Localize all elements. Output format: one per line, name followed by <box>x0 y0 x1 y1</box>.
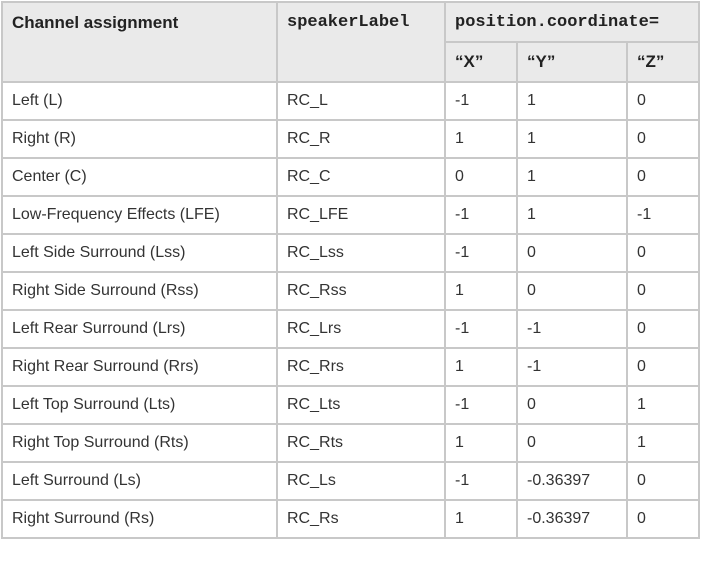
cell-z: 0 <box>627 462 699 500</box>
cell-channel: Left Rear Surround (Lrs) <box>2 310 277 348</box>
cell-channel: Right Surround (Rs) <box>2 500 277 538</box>
cell-z: 0 <box>627 158 699 196</box>
cell-z: 0 <box>627 234 699 272</box>
header-x: “X” <box>445 42 517 82</box>
cell-channel: Left Side Surround (Lss) <box>2 234 277 272</box>
header-channel-assignment: Channel assignment <box>2 2 277 82</box>
table-row <box>2 120 699 158</box>
cell-y: 0 <box>517 272 627 310</box>
cell-speaker-label: RC_LFE <box>277 196 445 234</box>
cell-x: -1 <box>445 234 517 272</box>
cell-speaker-label: RC_Lts <box>277 386 445 424</box>
cell-channel: Center (C) <box>2 158 277 196</box>
cell-z: 1 <box>627 424 699 462</box>
table-header <box>2 2 699 82</box>
cell-x: 1 <box>445 424 517 462</box>
cell-x: 1 <box>445 500 517 538</box>
cell-y: 1 <box>517 82 627 120</box>
cell-y: -0.36397 <box>517 500 627 538</box>
cell-y: 0 <box>517 424 627 462</box>
cell-channel: Left (L) <box>2 82 277 120</box>
cell-x: -1 <box>445 462 517 500</box>
cell-speaker-label: RC_Rs <box>277 500 445 538</box>
cell-speaker-label: RC_Lrs <box>277 310 445 348</box>
cell-speaker-label: RC_Rss <box>277 272 445 310</box>
header-z: “Z” <box>627 42 699 82</box>
cell-z: 0 <box>627 272 699 310</box>
cell-channel: Right Top Surround (Rts) <box>2 424 277 462</box>
cell-x: -1 <box>445 196 517 234</box>
cell-speaker-label: RC_R <box>277 120 445 158</box>
cell-speaker-label: RC_C <box>277 158 445 196</box>
cell-x: -1 <box>445 386 517 424</box>
table-row <box>2 424 699 462</box>
cell-channel: Left Surround (Ls) <box>2 462 277 500</box>
cell-x: 1 <box>445 272 517 310</box>
cell-y: 1 <box>517 158 627 196</box>
cell-z: 0 <box>627 82 699 120</box>
cell-x: 1 <box>445 348 517 386</box>
cell-x: 0 <box>445 158 517 196</box>
channel-table <box>1 1 700 539</box>
table-row <box>2 234 699 272</box>
table-row <box>2 462 699 500</box>
cell-channel: Right Rear Surround (Rrs) <box>2 348 277 386</box>
table-row <box>2 272 699 310</box>
cell-channel: Low-Frequency Effects (LFE) <box>2 196 277 234</box>
cell-channel: Right (R) <box>2 120 277 158</box>
cell-x: 1 <box>445 120 517 158</box>
cell-speaker-label: RC_Ls <box>277 462 445 500</box>
cell-x: -1 <box>445 82 517 120</box>
cell-z: 0 <box>627 348 699 386</box>
table-row <box>2 386 699 424</box>
cell-channel: Right Side Surround (Rss) <box>2 272 277 310</box>
cell-z: 0 <box>627 310 699 348</box>
header-y: “Y” <box>517 42 627 82</box>
table-row <box>2 310 699 348</box>
cell-channel: Left Top Surround (Lts) <box>2 386 277 424</box>
table-body <box>2 82 699 538</box>
cell-y: -0.36397 <box>517 462 627 500</box>
table-row <box>2 196 699 234</box>
cell-speaker-label: RC_Rts <box>277 424 445 462</box>
table-row <box>2 500 699 538</box>
cell-y: -1 <box>517 310 627 348</box>
table-row <box>2 348 699 386</box>
cell-y: 0 <box>517 386 627 424</box>
cell-speaker-label: RC_L <box>277 82 445 120</box>
cell-z: 0 <box>627 120 699 158</box>
cell-z: 1 <box>627 386 699 424</box>
cell-y: 1 <box>517 196 627 234</box>
cell-z: -1 <box>627 196 699 234</box>
cell-y: 1 <box>517 120 627 158</box>
cell-x: -1 <box>445 310 517 348</box>
cell-y: 0 <box>517 234 627 272</box>
table-row <box>2 158 699 196</box>
cell-speaker-label: RC_Rrs <box>277 348 445 386</box>
table-row <box>2 82 699 120</box>
cell-speaker-label: RC_Lss <box>277 234 445 272</box>
cell-z: 0 <box>627 500 699 538</box>
cell-y: -1 <box>517 348 627 386</box>
header-position-coordinate: position.coordinate= <box>445 2 699 42</box>
header-speaker-label: speakerLabel <box>277 2 445 82</box>
